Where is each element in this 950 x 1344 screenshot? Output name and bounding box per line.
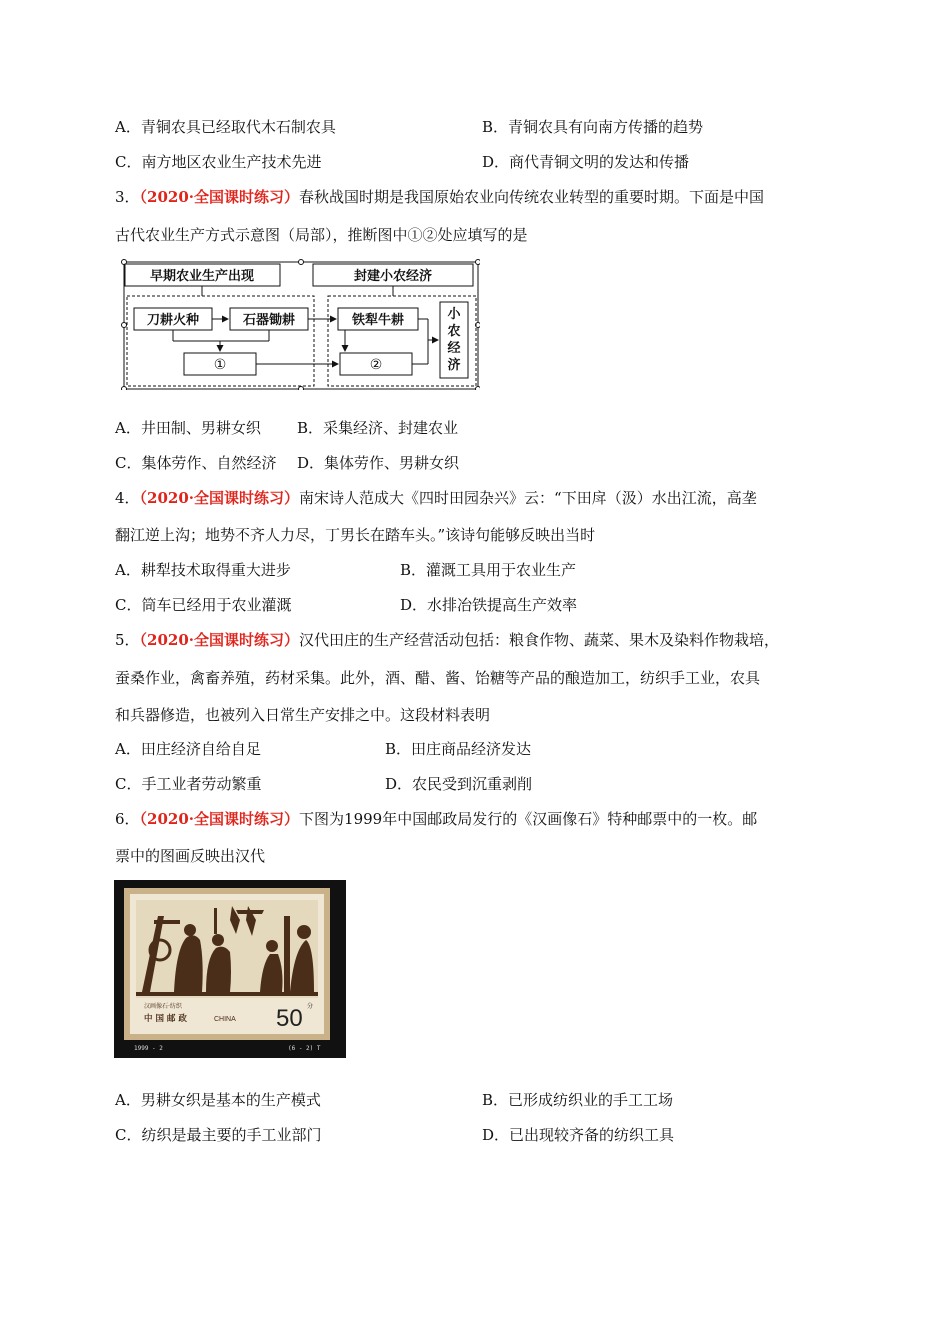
q4-option-b: B．灌溉工具用于农业生产	[400, 561, 577, 579]
q6-number: 6．	[115, 810, 140, 828]
q3-stem-line1: 3．（2020·全国课时练习）春秋战国时期是我国原始农业向传统农业转型的重要时期。下面是中国	[115, 188, 765, 206]
q6-option-d: D．已出现较齐备的纺织工具	[482, 1126, 675, 1144]
q6-stem-line1: 6．（2020·全国课时练习）下图为1999年中国邮政局发行的《汉画像石》特种邮票中的一枚。邮	[115, 810, 758, 828]
q5-stem-line3: 和兵器修造，也被列入日常生产安排之中。这段材料表明	[115, 706, 491, 724]
q5-stem-line2: 蚕桑作业，禽畜养殖，药材采集。此外，酒、醋、酱、饴糖等产品的酿造加工，纺织手工业，农具	[115, 669, 761, 687]
q4-stem-line2: 翻江逆上沟；地势不齐人力尽，丁男长在踏车头。”该诗句能够反映出当时	[115, 526, 596, 544]
q4-source: （2020·全国课时练习）	[139, 489, 300, 507]
iron-plough-label: 铁犁牛耕	[351, 312, 405, 327]
q4-option-d: D．水排冶铁提高生产效率	[400, 596, 578, 614]
q5-option-c: C．手工业者劳动繁重	[115, 775, 262, 793]
q6-option-a: A．男耕女织是基本的生产模式	[115, 1091, 321, 1109]
stamp-code-right: (6 - 2) T	[288, 1045, 321, 1052]
q5-option-d: D．农民受到沉重剥削	[385, 775, 533, 793]
agriculture-diagram	[120, 258, 480, 390]
q2-option-d: D．商代青铜文明的发达和传播	[482, 153, 690, 171]
q5-option-b: B．田庄商品经济发达	[385, 740, 532, 758]
stone-hoe-label: 石器锄耕	[242, 312, 296, 327]
stamp-caption: 汉画像石·纺织	[144, 1003, 182, 1010]
feudal-economy-label: 封建小农经济	[353, 268, 433, 283]
stamp-image	[114, 880, 346, 1058]
q3-option-c: C．集体劳作、自然经济	[115, 454, 277, 472]
early-agriculture-label: 早期农业生产出现	[149, 268, 255, 283]
stamp-value: 50	[276, 1005, 303, 1032]
q3-number: 3．	[115, 188, 140, 206]
q3-option-d: D．集体劳作、男耕女织	[297, 454, 460, 472]
q6-stem-line2: 票中的图画反映出汉代	[115, 847, 266, 865]
q4-option-a: A．耕犁技术取得重大进步	[115, 561, 291, 579]
stamp-country: 中 国 邮 政	[144, 1014, 187, 1024]
q2-option-c: C．南方地区农业生产技术先进	[115, 153, 322, 171]
q2-option-b: B．青铜农具有向南方传播的趋势	[482, 118, 704, 136]
q5-stem-line1: 5．（2020·全国课时练习）汉代田庄的生产经营活动包括：粮食作物、蔬菜、果木及染料作物栽培，	[115, 631, 780, 649]
small-farm-char-2: 农	[447, 323, 461, 338]
q4-number: 4．	[115, 489, 140, 507]
q6-option-c: C．纺织是最主要的手工业部门	[115, 1126, 322, 1144]
blank-1-label: ①	[213, 357, 227, 373]
q5-number: 5．	[115, 631, 140, 649]
stamp-code-left: 1999 - 2	[134, 1045, 163, 1052]
stamp-country-en: CHINA	[214, 1016, 236, 1023]
stamp-unit: 分	[307, 1003, 314, 1010]
q6-source: （2020·全国课时练习）	[139, 810, 300, 828]
small-farm-char-3: 经	[447, 340, 461, 355]
q2-option-a: A．青铜农具已经取代木石制农具	[115, 118, 336, 136]
q3-stem-line2: 古代农业生产方式示意图（局部），推断图中①②处应填写的是	[115, 226, 528, 244]
q3-option-b: B．采集经济、封建农业	[297, 419, 459, 437]
q6-option-b: B．已形成纺织业的手工工场	[482, 1091, 674, 1109]
q3-option-a: A．井田制、男耕女织	[115, 419, 261, 437]
small-farm-char-1: 小	[447, 306, 461, 321]
q4-stem-line1: 4．（2020·全国课时练习）南宋诗人范成大《四时田园杂兴》云：“下田戽（汲）水出江流，高垄	[115, 489, 757, 507]
small-farm-char-4: 济	[447, 357, 461, 372]
slash-burn-label: 刀耕火种	[146, 312, 200, 327]
q5-option-a: A．田庄经济自给自足	[115, 740, 261, 758]
q3-source: （2020·全国课时练习）	[139, 188, 300, 206]
q4-option-c: C．筒车已经用于农业灌溉	[115, 596, 292, 614]
q5-source: （2020·全国课时练习）	[139, 631, 300, 649]
blank-2-label: ②	[369, 357, 383, 373]
